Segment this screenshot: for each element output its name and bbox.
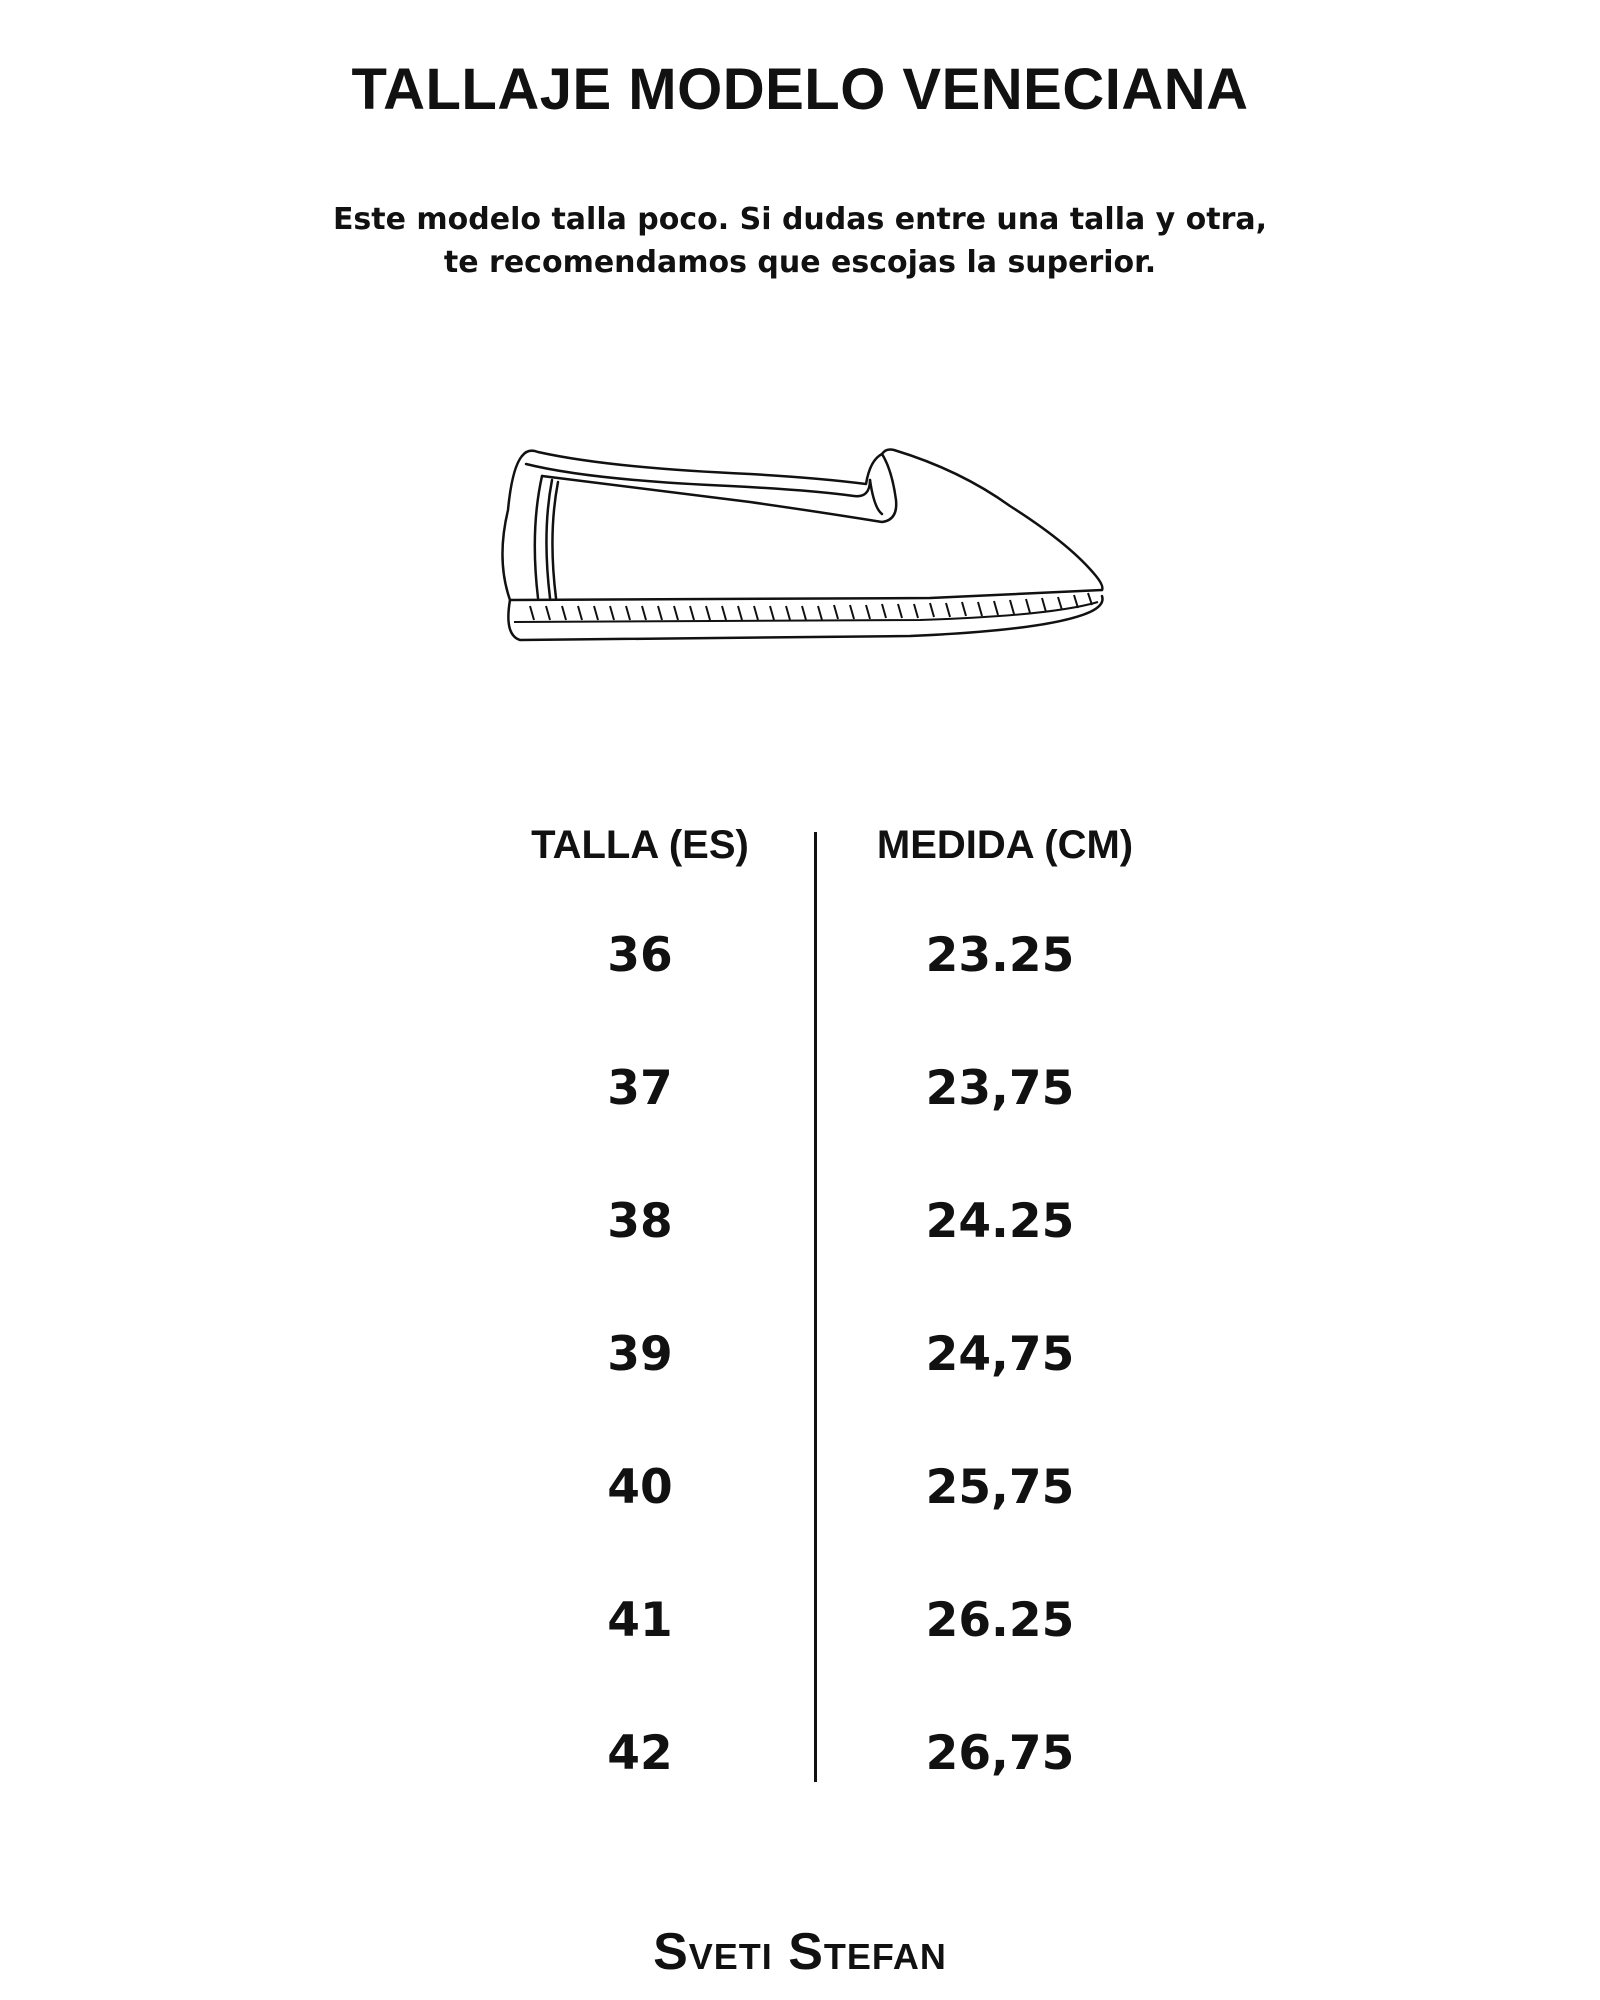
measure-cell: 23.25 xyxy=(925,928,1075,983)
size-cell: 37 xyxy=(607,1061,673,1116)
size-cell: 40 xyxy=(607,1460,673,1515)
measure-cell: 26,75 xyxy=(925,1726,1075,1781)
size-cell: 42 xyxy=(607,1726,673,1781)
measure-cell: 24,75 xyxy=(925,1327,1075,1382)
size-cell: 41 xyxy=(607,1593,673,1648)
size-cell: 36 xyxy=(607,928,673,983)
size-cell: 39 xyxy=(607,1327,673,1382)
measure-cell: 26.25 xyxy=(925,1593,1075,1648)
brand-logo: Sveti Stefan xyxy=(653,1923,947,1981)
size-cell: 38 xyxy=(607,1194,673,1249)
sizing-note-line-1: Este modelo talla poco. Si dudas entre una talla y otra, xyxy=(332,202,1268,237)
sizing-note xyxy=(0,198,1600,284)
measure-cell: 25,75 xyxy=(925,1460,1075,1515)
page-title: TALLAJE MODELO VENECIANA xyxy=(351,57,1249,122)
measure-cell: 24.25 xyxy=(925,1194,1075,1249)
column-divider xyxy=(814,832,817,1782)
slipper-shoe-icon xyxy=(490,440,1130,660)
measure-cell: 23,75 xyxy=(925,1061,1075,1116)
size-column-header: TALLA (ES) xyxy=(531,823,749,867)
sizing-note-line-2: te recomendamos que escojas la superior. xyxy=(443,245,1157,280)
measure-column-header: MEDIDA (CM) xyxy=(876,823,1134,867)
